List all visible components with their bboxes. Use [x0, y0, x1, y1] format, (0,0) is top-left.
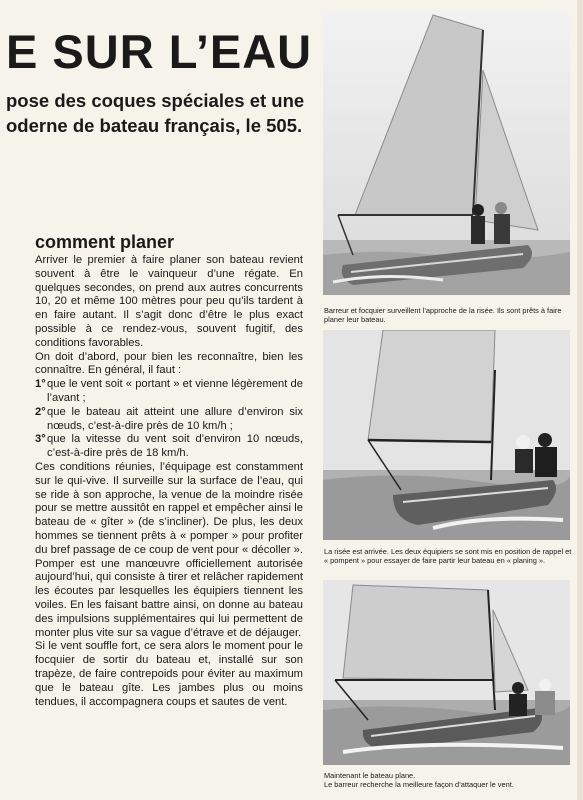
- paragraph: Ces conditions réunies, l’équipage est constamment sur le qui-vive. Il surveille sur la surface de l’eau, qui se ride à son approche, la venue de la moindre risée pour se mettre aussitôt en rappel et empêcher ainsi le bateau de « gîter » (de s’incliner). De plus, les deux hommes se tiennent prêts à « pomper » pour profiter du bref passage de ce coup de vent pour « décoller ». Pomper est une manœuvre officiellement autorisée aujourd’hui, qui consiste à tirer et relâcher rapidement les écoutes par lesquelles les équipiers tiennent les voiles. En les faisant battre ainsi, on donne au bateau des impulsions supplémentaires qui lui permettent de monter plus vite sur sa vague d’étrave et de déjauger.: [35, 460, 303, 639]
- sailboat-photo-1: [323, 10, 570, 295]
- paragraph: Si le vent souffle fort, ce sera alors le moment pour le focquier de sortir du bateau et, installé sur son trapèze, de faire contrepoids pour éviter au maximum que le bateau gîte. Les jambes plus ou moins tendues, il accompagnera coups et sautes de vent.: [35, 640, 303, 708]
- sailboat-photo-3: [323, 580, 570, 765]
- subtitle-line-1: pose des coques spéciales et une: [6, 90, 305, 111]
- condition-text: que le bateau ait atteint une allure d’environ six nœuds, c’est-à-dire près de 10 km/h ;: [47, 405, 303, 432]
- paragraph: On doit d’abord, pour bien les reconnaître, bien les connaître. En général, il faut :: [35, 350, 303, 377]
- caption-line: Maintenant le bateau plane.: [324, 771, 416, 780]
- photo-caption-3: [324, 771, 574, 789]
- subtitle-line-2: oderne de bateau français, le 505.: [6, 115, 303, 136]
- condition-item: [35, 406, 303, 434]
- headline: E SUR L’EAU: [6, 25, 313, 78]
- condition-text: que le vent soit « portant » et vienne légèrement de l’avant ;: [47, 378, 303, 404]
- condition-number: 1°: [35, 378, 46, 391]
- condition-number: 2°: [35, 405, 46, 418]
- article-body: [35, 254, 303, 709]
- condition-text: que la vitesse du vent soit d’environ 10 nœuds, c’est-à-dire près de 18 km/h.: [47, 433, 303, 460]
- photo-caption-2: La risée est arrivée. Les deux équipiers se sont mis en position de rappel et « pompent » pour essayer de faire partir leur bateau en « planing ».: [324, 547, 572, 565]
- section-title: comment planer: [35, 232, 175, 252]
- caption-line: Le barreur recherche la meilleure façon d’attaquer le vent.: [324, 780, 514, 789]
- photo-caption-1: Barreur et focquier surveillent l’approche de la risée. Ils sont prêts à faire planer leur bateau.: [324, 306, 562, 324]
- condition-number: 3°: [35, 433, 46, 446]
- paragraph: Arriver le premier à faire planer son bateau revient souvent à être le vainqueur d’une régate. En quelques secondes, on prend aux autres concurrents 10, 20 et même 100 mètres pour peu qu’ils tardent à en faire autant. Il s’agit donc d’être le plus exact possible à ce rendez-vous, souvent fugitif, des conditions favorables.: [35, 254, 303, 349]
- condition-item: [35, 433, 303, 461]
- sailboat-photo-2: [323, 330, 570, 540]
- condition-item: [35, 378, 303, 406]
